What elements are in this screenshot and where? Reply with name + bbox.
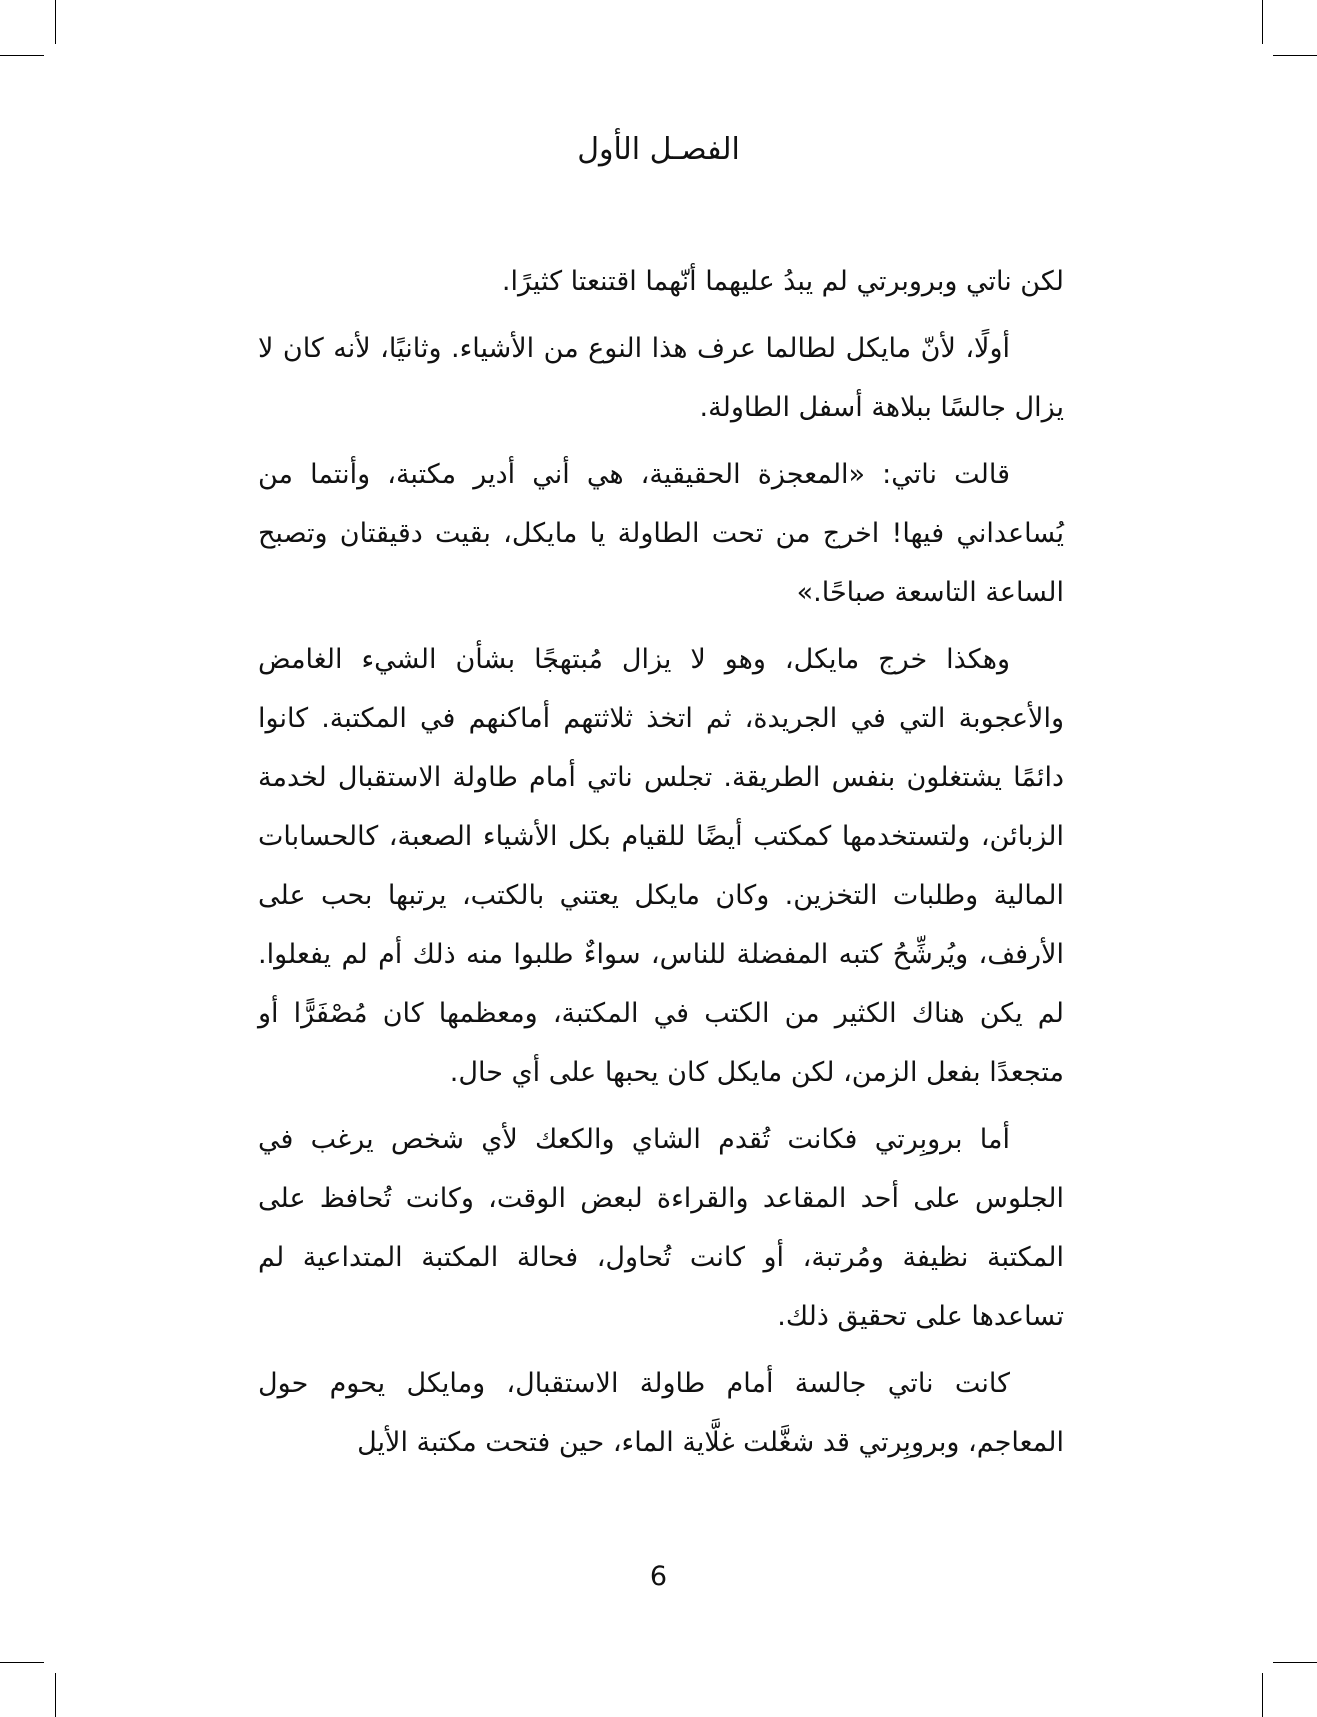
chapter-title: الفصـل الأول — [577, 132, 740, 167]
paragraph: كانت ناتي جالسة أمام طاولة الاستقبال، ومايكل يحوم حول المعاجم، وبروبِرتي قد شغَّلت غلَّاية الماء، حين فتحت مكتبة الأيل — [258, 1368, 1064, 1458]
paragraph: وهكذا خرج مايكل، وهو لا يزال مُبتهجًا بشأن الشيء الغامض والأعجوبة التي في الجريدة، ثم اتخذ ثلاثتهم أماكنهم في المكتبة. كانوا دائمًا يشتغلون بنفس الطريقة. تجلس ناتي أمام طاولة الاستقبال لخدمة الزبائن، ولتستخدمها كمكتب أيضًا للقيام بكل الأشياء الصعبة، كالحسابات المالية وطلبات التخزين. وكان مايكل يعتني بالكتب، يرتبها بحب على الأرفف، ويُرشِّحُ كتبه المفضلة للناس، سواءٌ طلبوا منه ذلك أم لم يفعلوا. لم يكن هناك الكثير من الكتب في المكتبة، ومعظمها كان مُصْفَرًّا أو متجعدًا بفعل الزمن، لكن مايكل كان يحبها على أي حال. — [258, 644, 1064, 1088]
paragraph: قالت ناتي: «المعجزة الحقيقية، هي أني أدير مكتبة، وأنتما من يُساعداني فيها! اخرج من تحت الطاولة يا مايكل، بقيت دقيقتان وتصبح الساعة التاسعة صباحًا.» — [258, 459, 1064, 608]
crop-mark-bottom-right-vertical — [1262, 1673, 1263, 1717]
crop-mark-top-right-vertical — [1262, 0, 1263, 44]
body-text — [258, 252, 1064, 1480]
crop-mark-top-right-horizontal — [1273, 55, 1317, 56]
crop-mark-bottom-left-vertical — [55, 1673, 56, 1717]
paragraph: أولًا، لأنّ مايكل لطالما عرف هذا النوع من الأشياء. وثانيًا، لأنه كان لا يزال جالسًا ببلاهة أسفل الطاولة. — [258, 333, 1064, 423]
crop-mark-bottom-right-horizontal — [1273, 1662, 1317, 1663]
page-number: 6 — [649, 1561, 668, 1592]
crop-mark-top-left-horizontal — [0, 55, 44, 56]
paragraph: أما بروبِرتي فكانت تُقدم الشاي والكعك لأي شخص يرغب في الجلوس على أحد المقاعد والقراءة لبعض الوقت، وكانت تُحافظ على المكتبة نظيفة ومُرتبة، أو كانت تُحاول، فحالة المكتبة المتداعية لم تساعدها على تحقيق ذلك. — [258, 1124, 1064, 1332]
crop-mark-top-left-vertical — [55, 0, 56, 44]
paragraph: لكن ناتي وبروبرتي لم يبدُ عليهما أنّهما اقتنعتا كثيرًا. — [501, 266, 1064, 297]
crop-mark-bottom-left-horizontal — [0, 1662, 44, 1663]
